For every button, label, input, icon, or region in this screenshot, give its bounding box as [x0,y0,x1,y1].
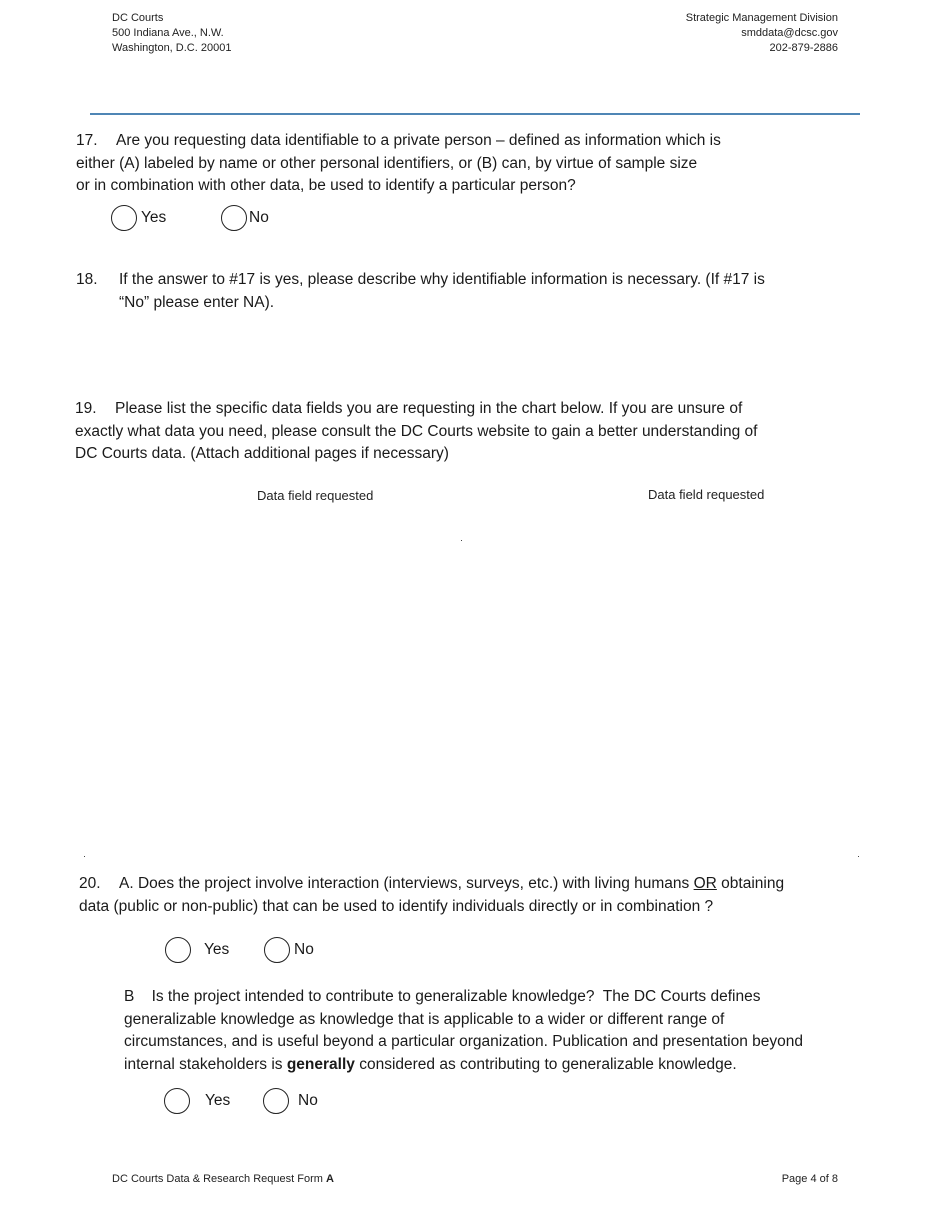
q17-yes-option[interactable] [111,205,166,231]
header-org: DC Courts [112,12,164,24]
column-header-1: Data field requested [257,488,374,503]
question-text: obtaining [716,875,785,892]
question-18 [76,269,866,314]
question-text: DC Courts data. (Attach additional pages if necessary) [75,445,449,462]
emphasis-or: OR [693,875,717,892]
q17-no-label: No [249,209,269,226]
question-text: internal stakeholders is [124,1055,287,1073]
footer-page-number: Page 4 of 8 [781,1173,838,1185]
question-number: 20. [79,875,101,892]
q20b-yes-option[interactable] [164,1088,230,1114]
q20b-no-radio[interactable] [263,1088,289,1114]
q20b-no-label: No [298,1092,318,1109]
question-text: or in combination with other data, be used to identify a particular person? [76,177,576,194]
q17-no-radio[interactable] [221,205,247,231]
column-header-2: Data field requested [648,487,765,502]
header-city: Washington, D.C. 20001 [112,42,232,54]
q17-yes-radio[interactable] [111,205,137,231]
q20a-yes-option[interactable] [165,937,229,963]
header-division: Strategic Management Division [685,12,838,24]
header-contact [686,11,838,56]
question-text: B Is the project intended to contribute to generalizable knowledge? The DC Courts defines [124,988,761,1005]
question-20b [124,986,904,1076]
question-number: 18. [76,271,98,288]
footer-form-text: DC Courts Data & Research Request Form [112,1173,326,1185]
emphasis-generally: generally [286,1055,355,1073]
question-number: 17. [76,132,98,149]
question-text: exactly what data you need, please consult the DC Courts website to gain a better understanding of [75,422,758,440]
q20a-no-label: No [294,941,314,958]
table-marker [858,856,859,857]
header-divider [90,113,860,115]
q20a-no-radio[interactable] [264,937,290,963]
question-number: 19. [75,400,97,417]
q17-yes-label: Yes [141,209,167,226]
question-text: A. Does the project involve interaction (interviews, surveys, etc.) with living humans [119,875,694,892]
q20b-yes-radio[interactable] [164,1088,190,1114]
question-19 [75,398,865,466]
q17-no-option[interactable] [221,205,269,231]
question-20a [79,873,879,918]
question-text: “No” please enter NA). [119,293,275,311]
footer-form-letter: A [325,1173,334,1185]
q20a-no-option[interactable] [264,937,314,963]
question-text: considered as contributing to generalizable knowledge. [354,1055,737,1073]
table-marker [84,856,85,857]
data-fields-area[interactable] [85,520,860,860]
q20b-yes-label: Yes [205,1092,231,1109]
question-text: data (public or non-public) that can be used to identify individuals directly or in combination ? [79,897,714,915]
q20b-no-option[interactable] [263,1088,318,1114]
question-text: If the answer to #17 is yes, please describe why identifiable information is necessary. (If #17 is [119,271,765,288]
table-marker [461,540,462,541]
question-text: Please list the specific data fields you are requesting in the chart below. If you are unsure of [115,400,743,417]
question-text: Are you requesting data identifiable to a private person – defined as information which is [116,132,721,149]
q20a-yes-label: Yes [204,941,230,958]
question-text: either (A) labeled by name or other personal identifiers, or (B) can, by virtue of sample size [76,154,698,172]
header-street: 500 Indiana Ave., N.W. [112,27,224,39]
question-text: circumstances, and is useful beyond a particular organization. Publication and presentation beyond [124,1033,803,1050]
header-address [112,11,231,56]
q20a-yes-radio[interactable] [165,937,191,963]
header-email: smddata@dcsc.gov [741,27,838,39]
question-17 [76,130,856,198]
header-phone: 202-879-2886 [769,42,838,54]
footer-form-name [112,1173,334,1185]
question-text: generalizable knowledge as knowledge that is applicable to a wider or different range of [124,1010,725,1028]
